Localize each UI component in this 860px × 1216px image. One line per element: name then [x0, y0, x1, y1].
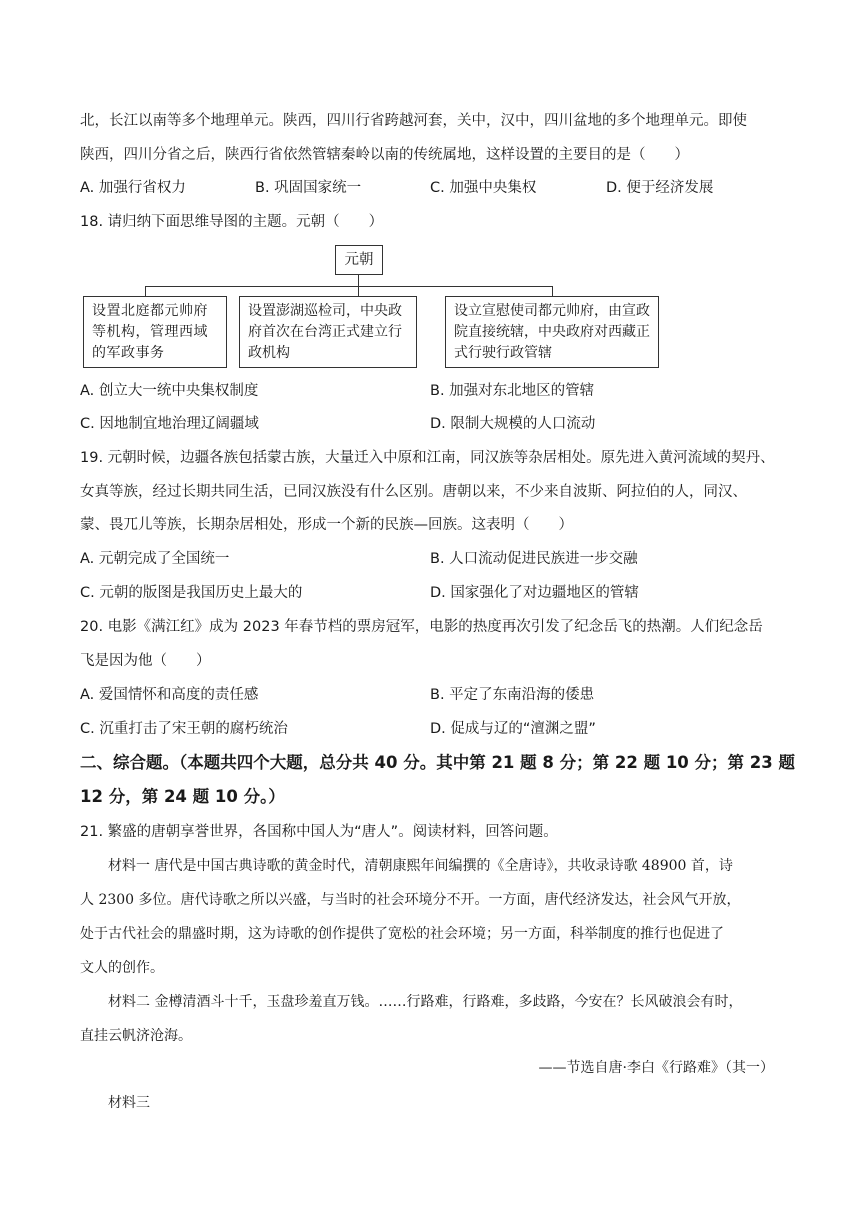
q17-option-d: D. 便于经济发展 — [606, 180, 714, 196]
q21-material-2-line-1: 材料二 金樽清酒斗十千，玉盘珍羞直万钱。……行路难，行路难，多歧路，今安在？长风破浪会有时， — [108, 994, 743, 1010]
q20-option-a: A. 爱国情怀和高度的责任感 — [80, 687, 259, 703]
q18-stem: 18. 请归纳下面思维导图的主题。元朝（ ） — [80, 214, 384, 230]
q20-line-2: 飞是因为他（ ） — [80, 653, 211, 669]
q20-option-b: B. 平定了东南沿海的倭患 — [430, 687, 595, 703]
q21-material-1-line-4: 文人的创作。 — [80, 960, 164, 976]
q19-option-d: D. 国家强化了对边疆地区的管辖 — [430, 585, 639, 601]
q20-option-d: D. 促成与辽的“澶渊之盟” — [430, 721, 596, 737]
q17-option-c: C. 加强中央集权 — [430, 180, 537, 196]
q18-option-a: A. 创立大一统中央集权制度 — [80, 383, 259, 399]
q21-material-2-source: ——节选自唐·李白《行路难》（其一） — [538, 1060, 774, 1076]
q18-option-b: B. 加强对东北地区的管辖 — [430, 383, 595, 399]
mindmap-box-northwest: 设置北庭都元帅府等机构，管理西域的军政事务 — [83, 296, 227, 368]
section2-heading-line-1: 二、综合题。（本题共四个大题，总分共 40 分。其中第 21 题 8 分；第 22 题 10 分；第 23 题 — [80, 753, 795, 772]
q17-line-1: 北，长江以南等多个地理单元。陕西，四川行省跨越河套，关中，汉中，四川盆地的多个地理单元。即使 — [80, 113, 747, 129]
q21-stem: 21. 繁盛的唐朝享誉世界，各国称中国人为“唐人”。阅读材料，回答问题。 — [80, 824, 558, 840]
q19-line-1: 19. 元朝时候，边疆各族包括蒙古族，大量迁入中原和江南，同汉族等杂居相处。原先进入黄河流域的契丹、 — [80, 450, 775, 466]
q17-line-2: 陕西，四川分省之后，陕西行省依然管辖秦岭以南的传统属地，这样设置的主要目的是（ ） — [80, 147, 689, 163]
q17-option-b: B. 巩固国家统一 — [255, 180, 362, 196]
q17-option-a: A. 加强行省权力 — [80, 180, 186, 196]
q19-line-3: 蒙、畏兀儿等族，长期杂居相处，形成一个新的民族—回族。这表明（ ） — [80, 517, 573, 533]
q19-option-c: C. 元朝的版图是我国历史上最大的 — [80, 585, 303, 601]
q21-material-2-line-2: 直挂云帆济沧海。 — [80, 1028, 192, 1044]
mindmap-box-taiwan: 设置澎湖巡检司，中央政府首次在台湾正式建立行政机构 — [239, 296, 417, 368]
mindmap-box-tibet: 设立宣慰使司都元帅府，由宣政院直接统辖，中央政府对西藏正式行驶行政管辖 — [445, 296, 659, 368]
q20-line-1: 20. 电影《满江红》成为 2023 年春节档的票房冠军，电影的热度再次引发了纪念岳飞的热潮。人们纪念岳 — [80, 619, 763, 635]
mindmap-connector-horizontal — [145, 286, 553, 287]
q19-option-b: B. 人口流动促进民族进一步交融 — [430, 551, 638, 567]
q21-material-3-label: 材料三 — [108, 1095, 150, 1111]
q21-material-1-line-1: 材料一 唐代是中国古典诗歌的黄金时代，清朝康熙年间编撰的《全唐诗》，共收录诗歌 48900 首，诗 — [108, 858, 733, 874]
section2-heading-line-2: 12 分，第 24 题 10 分。） — [80, 787, 285, 806]
q19-line-2: 女真等族，经过长期共同生活，已同汉族没有什么区别。唐朝以来，不少来自波斯、阿拉伯的人，同汉、 — [80, 484, 747, 500]
q21-material-1-line-2: 人 2300 多位。唐代诗歌之所以兴盛，与当时的社会环境分不开。一方面，唐代经济发达，社会风气开放， — [80, 892, 741, 908]
q18-option-c: C. 因地制宜地治理辽阔疆域 — [80, 416, 259, 432]
q19-option-a: A. 元朝完成了全国统一 — [80, 551, 230, 567]
q18-option-d: D. 限制大规模的人口流动 — [430, 416, 596, 432]
q20-option-c: C. 沉重打击了宋王朝的腐朽统治 — [80, 721, 288, 737]
q21-material-1-line-3: 处于古代社会的鼎盛时期，这为诗歌的创作提供了宽松的社会环境；另一方面，科举制度的推行也促进了 — [80, 926, 724, 942]
mindmap-root: 元朝 — [335, 245, 383, 275]
